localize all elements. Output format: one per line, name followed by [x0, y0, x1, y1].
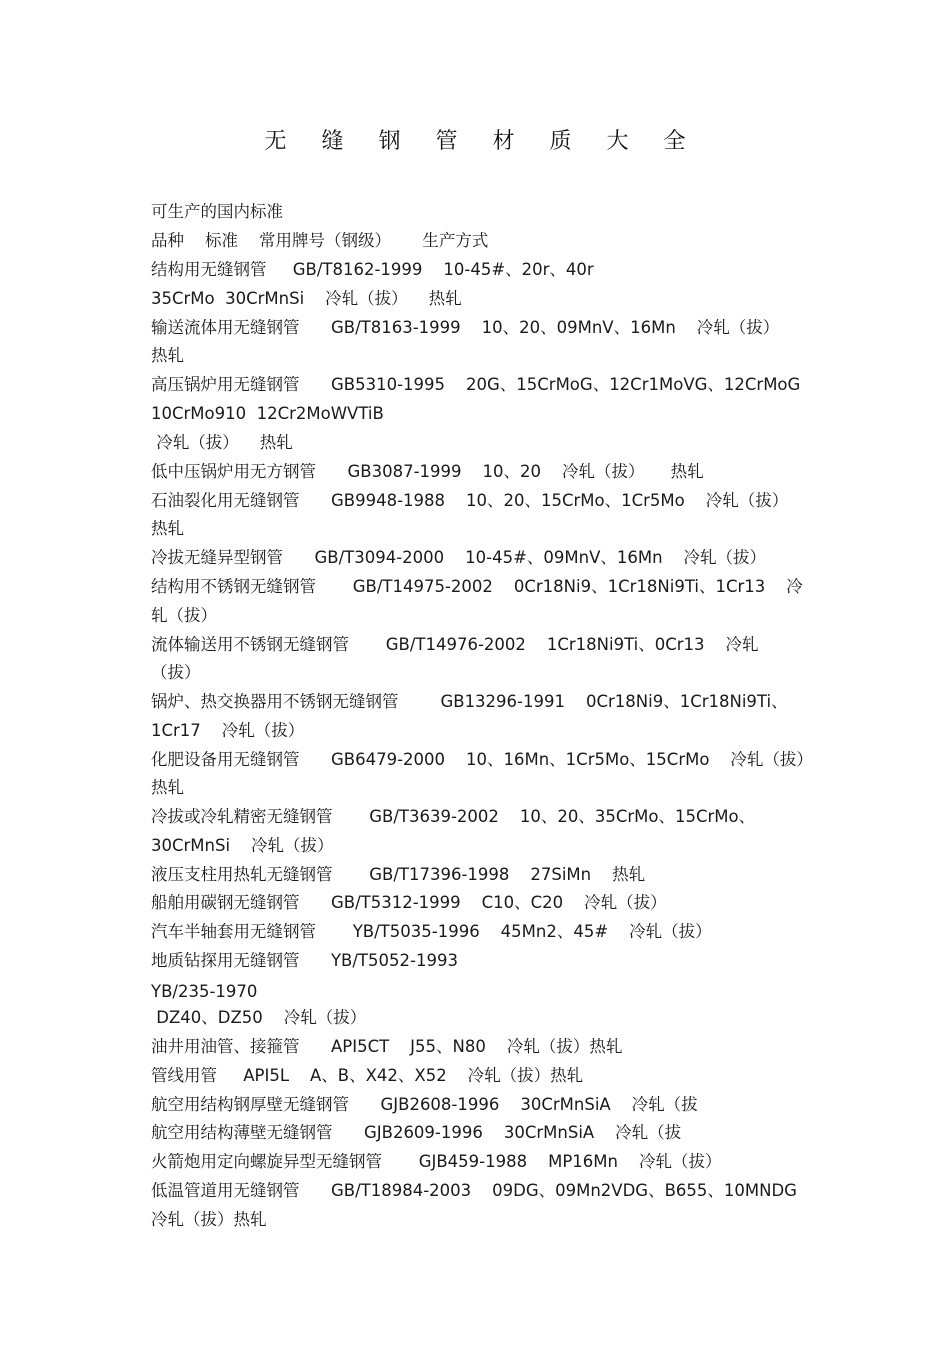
text-line: 热轧: [151, 519, 184, 538]
text-line: 30CrMnSi 冷轧（拔）: [151, 836, 334, 855]
text-line: 石油裂化用无缝钢管 GB9948-1988 10、20、15CrMo、1Cr5Mo 冷轧（拔）: [151, 491, 789, 510]
text-line: 冷轧（拔） 热轧: [151, 433, 293, 452]
text-line: 冷拔无缝异型钢管 GB/T3094-2000 10-45#、09MnV、16Mn 冷轧（拔）: [151, 548, 767, 567]
text-line: 船舶用碳钢无缝钢管 GB/T5312-1999 C10、C20 冷轧（拔）: [151, 893, 667, 912]
text-line: 管线用管 API5L A、B、X42、X52 冷轧（拔）热轧: [151, 1066, 584, 1085]
text-line: 轧（拔）: [151, 606, 217, 625]
text-line: 低中压锅炉用无方钢管 GB3087-1999 10、20 冷轧（拔） 热轧: [151, 462, 704, 481]
text-line: 航空用结构薄壁无缝钢管 GJB2609-1996 30CrMnSiA 冷轧（拔: [151, 1123, 682, 1142]
text-line: 液压支柱用热轧无缝钢管 GB/T17396-1998 27SiMn 热轧: [151, 865, 646, 884]
text-line: 火箭炮用定向螺旋异型无缝钢管 GJB459-1988 MP16Mn 冷轧（拔）: [151, 1152, 722, 1171]
text-line: 结构用无缝钢管 GB/T8162-1999 10-45#、20r、40r: [151, 260, 594, 279]
text-line-column-headers: 品种 标准 常用牌号（钢级） 生产方式: [151, 231, 489, 250]
text-line: DZ40、DZ50 冷轧（拔）: [151, 1008, 367, 1027]
document-title: 无 缝 钢 管 材 质 大 全: [264, 129, 700, 154]
text-line: 油井用油管、接箍管 API5CT J55、N80 冷轧（拔）热轧: [151, 1037, 623, 1056]
text-line: 化肥设备用无缝钢管 GB6479-2000 10、16Mn、1Cr5Mo、15CrMo 冷轧（拔）: [151, 750, 813, 769]
text-line: 冷拔或冷轧精密无缝钢管 GB/T3639-2002 10、20、35CrMo、15CrMo、: [151, 807, 756, 826]
text-line: 输送流体用无缝钢管 GB/T8163-1999 10、20、09MnV、16Mn 冷轧（拔）: [151, 318, 780, 337]
text-line-domestic-standards: 可生产的国内标准: [151, 202, 283, 221]
text-line: 低温管道用无缝钢管 GB/T18984-2003 09DG、09Mn2VDG、B655、10MNDG: [151, 1181, 797, 1200]
text-line: 地质钻探用无缝钢管 YB/T5052-1993: [151, 951, 458, 970]
text-line: 高压锅炉用无缝钢管 GB5310-1995 20G、15CrMoG、12Cr1MoVG、12CrMoG: [151, 375, 801, 394]
text-line: YB/235-1970: [151, 982, 258, 1001]
text-line: 10CrMo910 12Cr2MoWVTiB: [151, 404, 384, 423]
text-line: 航空用结构钢厚壁无缝钢管 GJB2608-1996 30CrMnSiA 冷轧（拔: [151, 1095, 698, 1114]
text-line: （拔）: [151, 663, 201, 682]
text-line: 锅炉、热交换器用不锈钢无缝钢管 GB13296-1991 0Cr18Ni9、1Cr18Ni9Ti、: [151, 692, 788, 711]
text-line: 35CrMo 30CrMnSi 冷轧（拔） 热轧: [151, 289, 462, 308]
text-line: 汽车半轴套用无缝钢管 YB/T5035-1996 45Mn2、45# 冷轧（拔）: [151, 922, 712, 941]
text-line: 结构用不锈钢无缝钢管 GB/T14975-2002 0Cr18Ni9、1Cr18Ni9Ti、1Cr13 冷: [151, 577, 803, 596]
text-line: 热轧: [151, 778, 184, 797]
text-line: 流体输送用不锈钢无缝钢管 GB/T14976-2002 1Cr18Ni9Ti、0Cr13 冷轧: [151, 635, 759, 654]
text-line: 冷轧（拔）热轧: [151, 1210, 267, 1229]
text-line: 1Cr17 冷轧（拔）: [151, 721, 305, 740]
text-line: 热轧: [151, 346, 184, 365]
